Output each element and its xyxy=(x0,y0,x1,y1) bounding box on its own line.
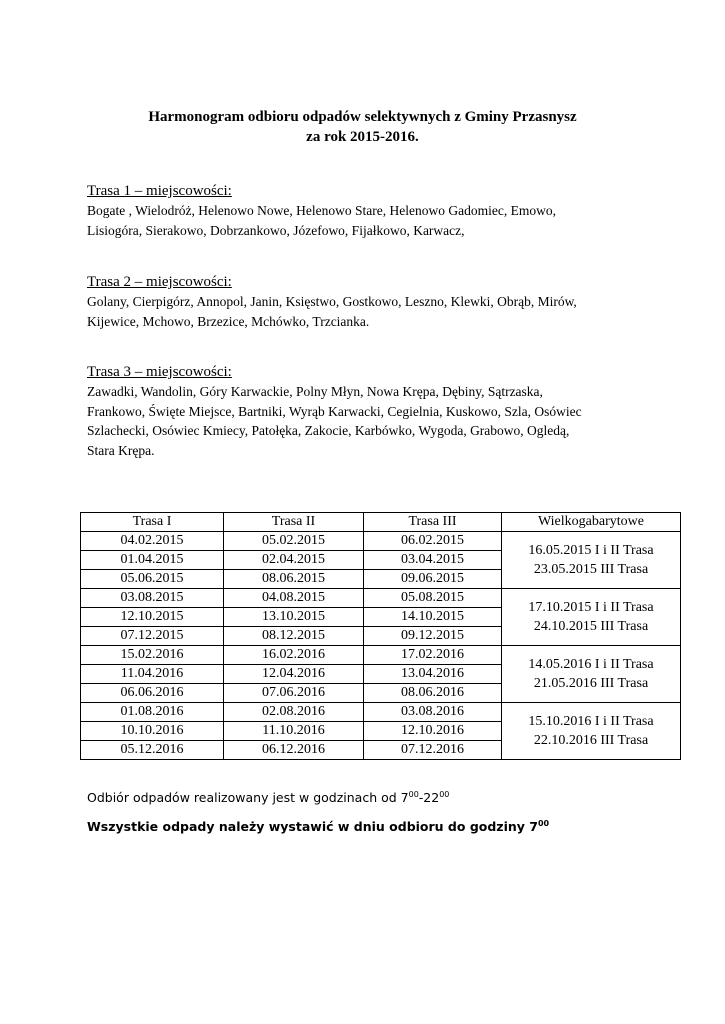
collection-hours-note xyxy=(87,790,449,805)
route-3-places xyxy=(87,382,647,460)
date-cell: 13.04.2016 xyxy=(364,665,502,684)
title-line-2: za rok 2015-2016. xyxy=(306,129,419,145)
date-cell: 03.04.2015 xyxy=(364,551,502,570)
hours-start-minutes: 00 xyxy=(408,789,419,799)
date-cell: 08.06.2015 xyxy=(224,570,364,589)
date-cell: 12.10.2016 xyxy=(364,722,502,741)
route-3-places-line: Stara Krępa. xyxy=(87,442,155,458)
date-cell: 10.10.2016 xyxy=(81,722,224,741)
date-cell: 01.08.2016 xyxy=(81,703,224,722)
route-1-heading: Trasa 1 – miejscowości: xyxy=(87,183,232,199)
bulky-cell xyxy=(502,703,681,760)
route-1-places-line: Bogate , Wielodróż, Helenowo Nowe, Helenowo Stare, Helenowo Gadomiec, Emowo, xyxy=(87,203,556,218)
bulky-line: 15.10.2016 I i II Trasa xyxy=(528,714,654,729)
table-row xyxy=(81,532,681,551)
date-cell: 04.08.2015 xyxy=(224,589,364,608)
route-3-places-line: Zawadki, Wandolin, Góry Karwackie, Polny Młyn, Nowa Krępa, Dębiny, Sątrzaska, xyxy=(87,384,543,399)
date-cell: 11.10.2016 xyxy=(224,722,364,741)
route-3-section xyxy=(87,362,647,460)
document-title xyxy=(0,107,725,147)
date-cell: 08.06.2016 xyxy=(364,684,502,703)
date-cell: 06.02.2015 xyxy=(364,532,502,551)
date-cell: 05.08.2015 xyxy=(364,589,502,608)
date-cell: 09.06.2015 xyxy=(364,570,502,589)
bulky-line: 23.05.2015 III Trasa xyxy=(533,562,649,577)
date-cell: 06.06.2016 xyxy=(81,684,224,703)
date-cell: 13.10.2015 xyxy=(224,608,364,627)
route-2-places xyxy=(87,292,647,331)
date-cell: 05.12.2016 xyxy=(81,741,224,760)
date-cell: 07.06.2016 xyxy=(224,684,364,703)
header-trasa-1: Trasa I xyxy=(81,513,224,532)
route-2-places-line: Kijewice, Mchowo, Brzezice, Mchówko, Trzcianka. xyxy=(87,313,370,329)
deadline-note xyxy=(87,819,549,834)
deadline-minutes: 00 xyxy=(537,818,550,828)
date-cell: 14.10.2015 xyxy=(364,608,502,627)
table-row xyxy=(81,589,681,608)
hours-end-minutes: 00 xyxy=(439,789,450,799)
bulky-line: 21.05.2016 III Trasa xyxy=(533,676,649,691)
table-row xyxy=(81,703,681,722)
date-cell: 08.12.2015 xyxy=(224,627,364,646)
route-1-places xyxy=(87,201,647,240)
route-3-places-line: Frankowo, Święte Miejsce, Bartniki, Wyrąb Karwacki, Cegielnia, Kuskowo, Szla, Osówiec xyxy=(87,403,582,419)
table-header-row xyxy=(81,513,681,532)
route-2-heading: Trasa 2 – miejscowości: xyxy=(87,274,232,290)
bulky-cell xyxy=(502,589,681,646)
date-cell: 17.02.2016 xyxy=(364,646,502,665)
date-cell: 02.04.2015 xyxy=(224,551,364,570)
title-line-1: Harmonogram odbioru odpadów selektywnych z Gminy Przasnysz xyxy=(148,109,577,125)
route-1-places-line: Lisiogóra, Sierakowo, Dobrzankowo, Józefowo, Fijałkowo, Karwacz, xyxy=(87,222,465,238)
bulky-line: 22.10.2016 III Trasa xyxy=(533,733,649,748)
bulky-cell xyxy=(502,532,681,589)
date-cell: 03.08.2016 xyxy=(364,703,502,722)
date-cell: 07.12.2015 xyxy=(81,627,224,646)
deadline-text: Wszystkie odpady należy wystawić w dniu odbioru do godziny 7 xyxy=(87,819,538,834)
route-3-heading: Trasa 3 – miejscowości: xyxy=(87,364,232,380)
date-cell: 12.10.2015 xyxy=(81,608,224,627)
route-2-places-line: Golany, Cierpigórz, Annopol, Janin, Księstwo, Gostkowo, Leszno, Klewki, Obrąb, Mirów, xyxy=(87,294,577,309)
date-cell: 09.12.2015 xyxy=(364,627,502,646)
date-cell: 03.08.2015 xyxy=(81,589,224,608)
date-cell: 04.02.2015 xyxy=(81,532,224,551)
route-3-places-line: Szlachecki, Osówiec Kmiecy, Patołęka, Zakocie, Karbówko, Wygoda, Grabowo, Ogledą, xyxy=(87,423,570,438)
date-cell: 06.12.2016 xyxy=(224,741,364,760)
date-cell: 16.02.2016 xyxy=(224,646,364,665)
bulky-line: 14.05.2016 I i II Trasa xyxy=(528,657,654,672)
bulky-line: 17.10.2015 I i II Trasa xyxy=(528,600,654,615)
route-2-section xyxy=(87,272,647,331)
date-cell: 15.02.2016 xyxy=(81,646,224,665)
date-cell: 02.08.2016 xyxy=(224,703,364,722)
header-bulky: Wielkogabarytowe xyxy=(502,513,681,532)
header-trasa-2: Trasa II xyxy=(224,513,364,532)
date-cell: 05.02.2015 xyxy=(224,532,364,551)
header-trasa-3: Trasa III xyxy=(364,513,502,532)
date-cell: 12.04.2016 xyxy=(224,665,364,684)
route-1-section xyxy=(87,181,647,240)
table-row xyxy=(81,646,681,665)
hours-end: -22 xyxy=(418,790,440,805)
date-cell: 11.04.2016 xyxy=(81,665,224,684)
bulky-line: 16.05.2015 I i II Trasa xyxy=(528,543,654,558)
date-cell: 05.06.2015 xyxy=(81,570,224,589)
bulky-line: 24.10.2015 III Trasa xyxy=(533,619,649,634)
hours-text: Odbiór odpadów realizowany jest w godzinach od 7 xyxy=(87,790,409,805)
date-cell: 01.04.2015 xyxy=(81,551,224,570)
bulky-cell xyxy=(502,646,681,703)
date-cell: 07.12.2016 xyxy=(364,741,502,760)
schedule-table xyxy=(80,512,681,760)
